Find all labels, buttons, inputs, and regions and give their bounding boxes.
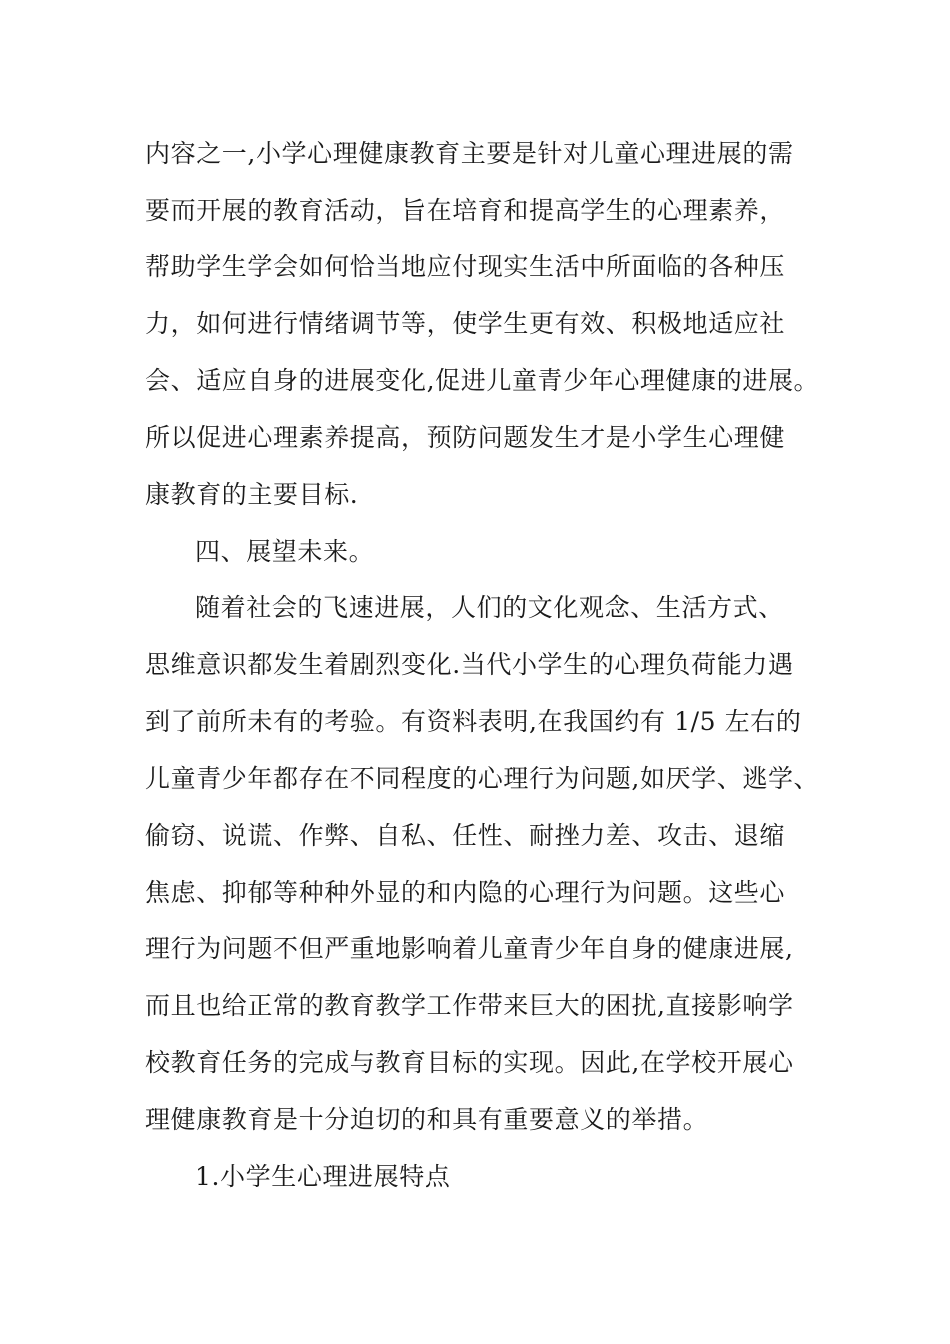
paragraph-line: 儿童青少年都存在不同程度的心理行为问题,如厌学、逃学、 — [145, 764, 820, 793]
paragraph-line: 校教育任务的完成与教育目标的实现。因此,在学校开展心 — [145, 1048, 794, 1077]
paragraph-line: 随着社会的飞速进展，人们的文化观念、生活方式、 — [195, 593, 784, 622]
paragraph-line: 偷窃、说谎、作弊、自私、任性、耐挫力差、攻击、退缩 — [145, 821, 786, 850]
paragraph-line: 到了前所未有的考验。有资料表明,在我国约有 1/5 左右的 — [145, 707, 802, 736]
paragraph-line: 焦虑、抑郁等种种外显的和内隐的心理行为问题。这些心 — [145, 878, 786, 907]
paragraph-line: 内容之一,小学心理健康教育主要是针对儿童心理进展的需 — [145, 139, 794, 168]
paragraph-line: 要而开展的教育活动，旨在培育和提高学生的心理素养， — [145, 196, 786, 225]
paragraph-line: 会、适应自身的进展变化,促进儿童青少年心理健康的进展。 — [145, 366, 820, 395]
paragraph-line: 帮助学生学会如何恰当地应付现实生活中所面临的各种压 — [145, 252, 786, 281]
subsection-heading: 1.小学生心理进展特点 — [195, 1162, 451, 1191]
paragraph-line: 思维意识都发生着剧烈变化.当代小学生的心理负荷能力遇 — [145, 650, 794, 679]
section-heading: 四、展望未来。 — [195, 537, 375, 566]
paragraph-line: 力，如何进行情绪调节等，使学生更有效、积极地适应社 — [145, 309, 786, 338]
paragraph-line: 所以促进心理素养提高，预防问题发生才是小学生心理健 — [145, 423, 786, 452]
paragraph-line: 理行为问题不但严重地影响着儿童青少年自身的健康进展, — [145, 934, 794, 963]
paragraph-line: 康教育的主要目标. — [145, 480, 359, 509]
paragraph-line: 理健康教育是十分迫切的和具有重要意义的举措。 — [145, 1105, 709, 1134]
paragraph-line: 而且也给正常的教育教学工作带来巨大的困扰,直接影响学 — [145, 991, 794, 1020]
